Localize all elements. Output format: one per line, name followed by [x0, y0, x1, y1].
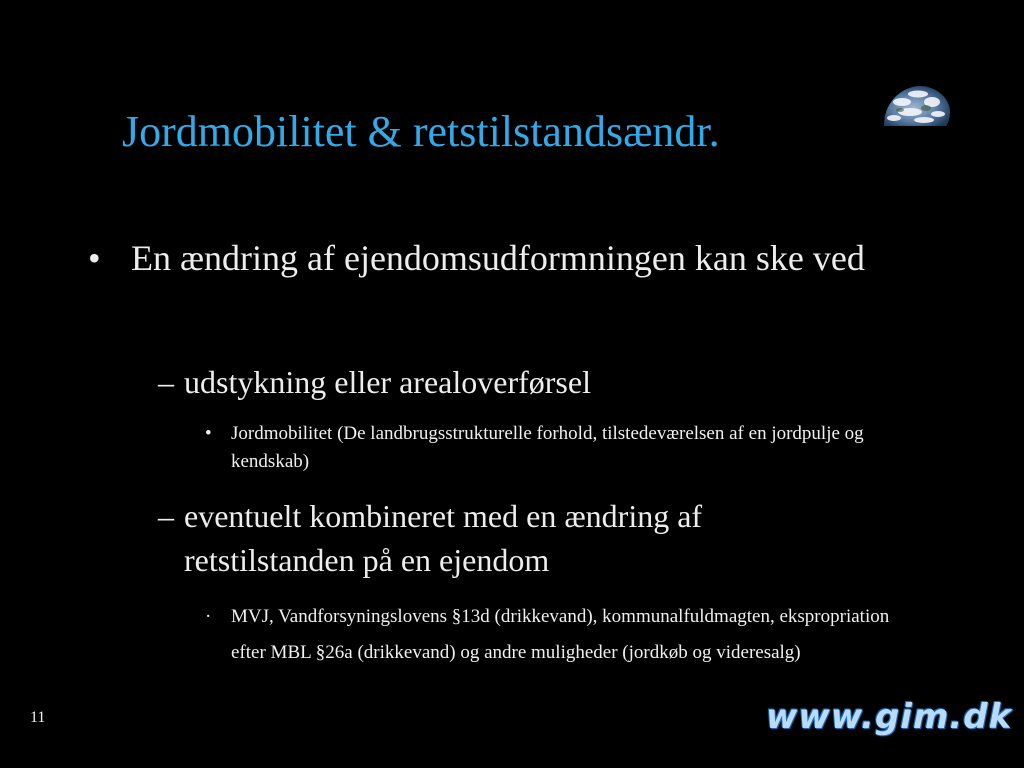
bullet-text: MVJ, Vandforsyningslovens §13d (drikkevand), kommunalfuldmagten, ekspropriation efter MBL §26a (drikkevand) og andre muligheder (jordkøb og videresalg): [231, 606, 890, 663]
bullet-dash: –: [158, 364, 174, 400]
bullet-text: eventuelt kombineret med en ændring af retstilstanden på en ejendom: [184, 498, 703, 578]
bullet-level3-item: [205, 420, 905, 476]
slide-number: 11: [30, 709, 46, 726]
bullet-text: Jordmobilitet (De landbrugsstrukturelle forhold, tilstedeværelsen af en jordpulje og kendskab): [231, 423, 864, 472]
slide-title: Jordmobilitet & retstilstandsændr.: [122, 107, 720, 156]
bullet-level3-item: [205, 599, 905, 671]
bullet-level1-item: [88, 234, 928, 282]
bullet-dash: –: [158, 498, 174, 534]
bullet-dot: ·: [205, 606, 212, 627]
bullet-text: udstykning eller arealoverførsel: [184, 364, 591, 400]
bullet-dot: •: [88, 238, 101, 278]
earth-globe-icon: [880, 80, 954, 130]
bullet-level2-item: [158, 360, 878, 404]
bullet-level2-item: [158, 494, 878, 582]
gim-logo: www.gim.dk: [766, 697, 1013, 737]
bullet-text: En ændring af ejendomsudformningen kan ske ved: [131, 238, 865, 278]
bullet-dot: •: [205, 423, 212, 444]
